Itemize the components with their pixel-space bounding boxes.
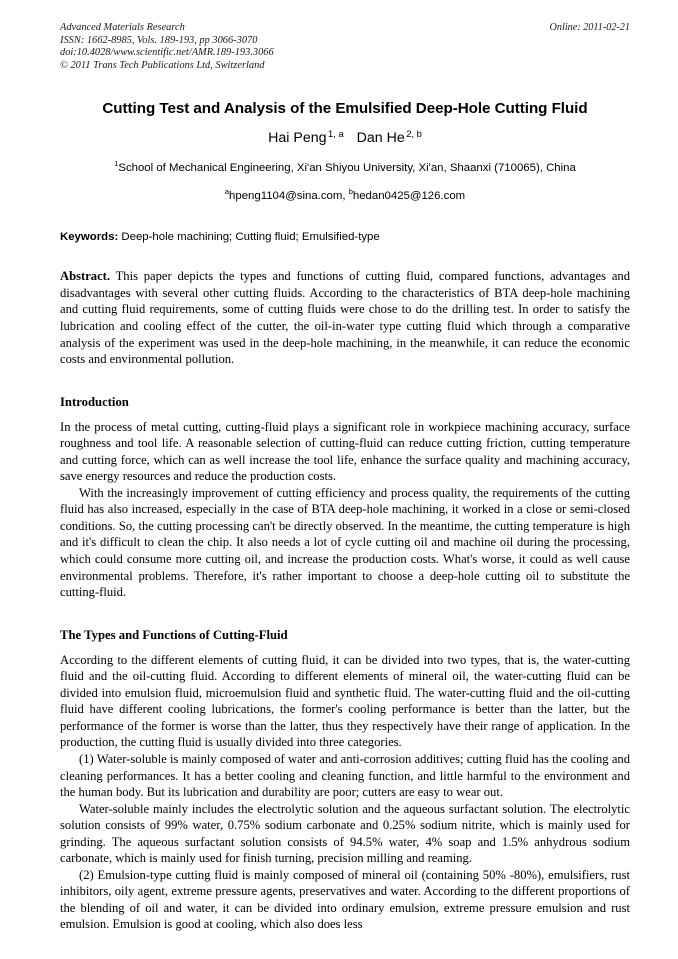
journal-header: [60, 22, 630, 72]
doi-line: doi:10.4028/www.scientific.net/AMR.189-193.3066: [60, 47, 274, 59]
email-marker: b: [348, 187, 353, 197]
keywords-value: Deep-hole machining; Cutting fluid; Emulsified-type: [121, 231, 380, 244]
keywords-label: Keywords:: [60, 231, 119, 244]
online-date: Online: 2011-02-21: [549, 22, 630, 33]
issn-line: ISSN: 1662-8985, Vols. 189-193, pp 3066-3070: [60, 34, 258, 46]
section-heading-types-and-functions: The Types and Functions of Cutting-Fluid: [60, 627, 288, 642]
paragraph: Water-soluble mainly includes the electrolytic solution and the aqueous surfactant solution. The electrolytic solution consists of 99% water, 0.75% sodium carbonate and 0.25% sodium nitrite, which is mainly used for grinding. The aqueous surfactant solution consists of 94.5% water, 4% soap and 1.5% anhydrous sodium carbonate, which is mainly used for finish turning, precision milling and reaming.: [60, 801, 630, 866]
paragraph: (2) Emulsion-type cutting fluid is mainly composed of mineral oil (containing 50% -80%), emulsifiers, rust inhibitors, oily agent, extreme pressure agents, preservatives and water. According to the different proportions of the blending of oil and water, it can be divided into ordinary emulsion, extreme pressure emulsion and rust emulsion. Emulsion is good at cooling, which also does less: [60, 867, 630, 932]
author-list: [60, 129, 630, 147]
email-marker: a: [224, 187, 230, 197]
section-heading-introduction: Introduction: [60, 394, 129, 409]
abstract-paragraph: [60, 268, 630, 367]
author-entry: [268, 130, 344, 146]
email-list: [60, 189, 630, 204]
paragraph: In the process of metal cutting, cutting-fluid plays a significant role in workpiece machining accuracy, surface roughness and tool life. A reasonable selection of cutting-fluid can reduce cutting friction, cutting temperature and cutting force, which can as well increase the tool life, enhance the surface quality and machining accuracy, save energy resources and reduce the production costs.: [60, 419, 630, 484]
paragraph: According to the different elements of cutting fluid, it can be divided into two types, that is, the water-cutting fluid and the oil-cutting fluid. According to different elements of mineral oil, the water-cutting fluid can be divided into emulsion fluid, microemulsion fluid and synthetic fluid. The water-cutting fluid and the oil-cutting fluid have different cooling lubrications, the former's cooling performance is better than the latter, but the performance of the former is worse than the latter, thus they respectively have their range of application. In the production, the cutting fluid is usually divided into three categories.: [60, 652, 630, 750]
abstract-label: Abstract.: [60, 269, 111, 284]
paragraph: (1) Water-soluble is mainly composed of water and anti-corrosion additives; cutting fluid has the cooling and cleaning performances. It has a better cooling and cleaning function, and little harmful to the environment and the human body. But its lubrication and durability are poor; cutters are easy to wear out.: [60, 751, 630, 800]
author-entry: [357, 130, 422, 146]
affiliation-text: School of Mechanical Engineering, Xi'an Shiyou University, Xi'an, Shaanxi (710065), China: [118, 162, 576, 175]
email-separator: ,: [342, 190, 349, 203]
email-address: hedan0425@126.com: [352, 190, 466, 203]
page-title: Cutting Test and Analysis of the Emulsified Deep-Hole Cutting Fluid: [102, 100, 588, 118]
author-name: Dan He: [356, 130, 405, 147]
email-address: hpeng1104@sina.com: [229, 190, 343, 203]
affiliation-marker: 1: [114, 159, 119, 169]
copyright-line: © 2011 Trans Tech Publications Ltd, Switzerland: [60, 59, 265, 71]
keywords-line: [60, 230, 630, 245]
author-affiliation-marker: 1, a: [328, 128, 344, 139]
author-name: Hai Peng: [268, 130, 327, 147]
affiliation: [60, 161, 630, 176]
author-affiliation-marker: 2, b: [406, 128, 422, 139]
abstract-text: This paper depicts the types and functions of cutting fluid, compared functions, advantages and disadvantages with several other cutting fluids. According to the characteristics of BTA deep-hole machining and cutting fluid requirements, some of cutting fluids were chose to do the drilling test. In order to satisfy the lubrication and cooling effect of the cutter, the oil-in-water type cutting fluid which through a comparative analysis of the experiment was used in the deep-hole machining, in the meanwhile, it can reduce the economic costs and environmental pollution.: [60, 269, 630, 367]
journal-name: Advanced Materials Research: [60, 22, 185, 33]
paragraph: With the increasingly improvement of cutting efficiency and process quality, the requirements of the cutting fluid has also increased, especially in the case of BTA deep-hole machining, it worked in a close or semi-closed conditions. So, the cutting processing can't be directly observed. In the meantime, the cutting temperature is high and it's difficult to clean the chip. It also needs a lot of cycle cutting oil and machine oil during the processing, which could consume more cutting oil, and increase the production costs. What's worse, it could as well cause environmental problems. Therefore, it's rather important to choose a deep-hole cutting oil to substitute the cutting-fluid.: [60, 485, 630, 600]
